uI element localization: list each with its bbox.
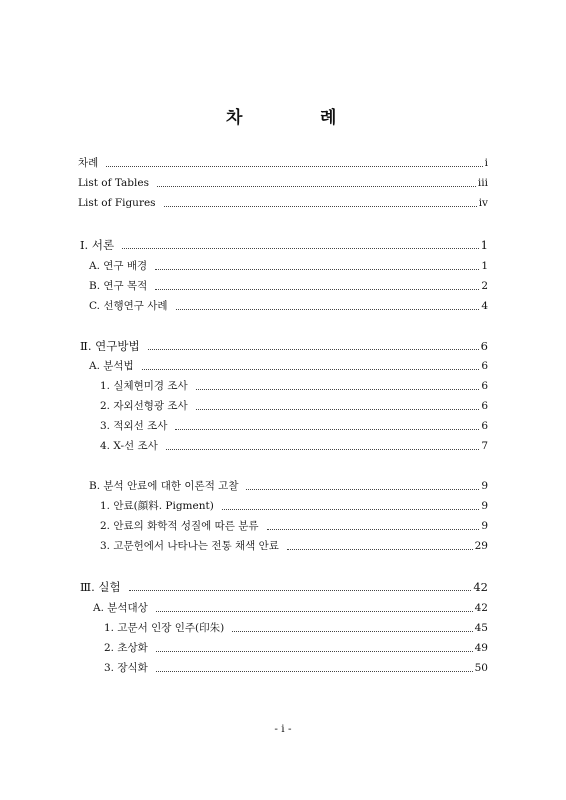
toc-entry-page: iv <box>478 197 488 209</box>
toc-section-entry[interactable] <box>89 259 488 273</box>
toc-entry-label: Ⅱ. 연구방법 <box>80 339 140 353</box>
toc-entry-page: 6 <box>481 420 488 432</box>
toc-entry-label: Ⅲ. 실험 <box>80 580 121 594</box>
toc-entry-page: 6 <box>480 339 488 353</box>
leader-dots <box>267 520 480 530</box>
toc-title-part1: 차 <box>226 108 243 128</box>
leader-dots <box>142 360 480 370</box>
toc-section-entry[interactable] <box>93 601 488 615</box>
leader-dots <box>232 622 472 632</box>
page-number: - i - <box>274 723 292 735</box>
toc-entry-label: 2. 초상화 <box>104 642 148 654</box>
leader-dots <box>156 642 473 652</box>
toc-entry-page: 2 <box>481 280 488 292</box>
leader-dots <box>164 197 477 207</box>
leader-dots <box>157 177 476 187</box>
toc-entry-label: 1. 실체현미경 조사 <box>100 380 188 392</box>
toc-entry-label: 2. 자외선형광 조사 <box>100 400 188 412</box>
toc-section-entry[interactable] <box>89 279 488 293</box>
toc-entry-label: A. 분석대상 <box>93 602 148 614</box>
toc-entry-page: 7 <box>481 440 488 452</box>
toc-title-part2: 례 <box>320 108 337 128</box>
toc-entry-page: 9 <box>481 480 488 492</box>
toc-chapter-entry[interactable] <box>80 238 488 252</box>
toc-entry-page: 6 <box>481 360 488 372</box>
toc-entry-page: 1 <box>480 238 488 252</box>
leader-dots <box>122 239 479 249</box>
toc-entry-label: 차례 <box>78 157 99 169</box>
toc-subsection-entry[interactable] <box>100 399 488 413</box>
toc-entry-page: 4 <box>481 300 488 312</box>
toc-entry-page: 50 <box>474 662 488 674</box>
leader-dots <box>166 440 480 450</box>
toc-entry-page: 1 <box>481 260 488 272</box>
toc-section-entry[interactable] <box>89 359 488 373</box>
toc-entry-label: Ⅰ. 서론 <box>80 238 115 252</box>
toc-subsection-entry[interactable] <box>100 439 488 453</box>
toc-chapter-entry[interactable] <box>80 580 488 594</box>
toc-entry-front[interactable] <box>78 196 488 210</box>
toc-chapter-entry[interactable] <box>80 339 488 353</box>
leader-dots <box>222 500 480 510</box>
leader-dots <box>246 480 479 490</box>
toc-entry-label: B. 연구 목적 <box>89 280 148 292</box>
toc-subsection-entry[interactable] <box>100 379 488 393</box>
toc-entry-label: List of Figures <box>78 197 156 209</box>
toc-entry-front[interactable] <box>78 156 488 170</box>
leader-dots <box>148 340 479 350</box>
leader-dots <box>129 581 472 591</box>
toc-subsection-entry[interactable] <box>100 539 488 553</box>
toc-entry-label: 3. 장식화 <box>104 662 148 674</box>
toc-entry-page: 49 <box>474 642 488 654</box>
toc-subsection-entry[interactable] <box>100 499 488 513</box>
toc-entry-page: iii <box>477 177 488 189</box>
toc-entry-label: B. 분석 안료에 대한 이론적 고찰 <box>89 480 239 492</box>
toc-entry-label: 4. X-선 조사 <box>100 440 158 452</box>
toc-entry-label: 1. 안료(顔料. Pigment) <box>100 500 214 512</box>
toc-entry-page: 6 <box>481 380 488 392</box>
leader-dots <box>175 420 479 430</box>
toc-subsection-entry[interactable] <box>104 621 488 635</box>
leader-dots <box>155 280 479 290</box>
toc-entry-label: List of Tables <box>78 177 149 189</box>
toc-subsection-entry[interactable] <box>100 519 488 533</box>
leader-dots <box>196 400 480 410</box>
leader-dots <box>176 300 480 310</box>
toc-entry-page: 9 <box>481 520 488 532</box>
toc-section-entry[interactable] <box>89 479 488 493</box>
toc-entry-label: A. 연구 배경 <box>89 260 148 272</box>
toc-entry-label: C. 선행연구 사례 <box>89 300 168 312</box>
leader-dots <box>106 157 482 167</box>
leader-dots <box>196 380 480 390</box>
toc-entry-page: 42 <box>474 602 488 614</box>
toc-entry-label: 1. 고문서 인장 인주(印朱) <box>104 622 225 634</box>
toc-section-entry[interactable] <box>89 299 488 313</box>
toc-entry-page: 29 <box>474 540 488 552</box>
toc-entry-page: 9 <box>481 500 488 512</box>
toc-entry-label: 3. 고문헌에서 나타나는 전통 채색 안료 <box>100 540 279 552</box>
toc-entry-page: 6 <box>481 400 488 412</box>
toc-entry-label: A. 분석법 <box>89 360 134 372</box>
leader-dots <box>155 260 479 270</box>
toc-entry-page: i <box>484 157 488 169</box>
toc-entry-label: 2. 안료의 화학적 성질에 따른 분류 <box>100 520 259 532</box>
toc-subsection-entry[interactable] <box>104 641 488 655</box>
leader-dots <box>156 662 473 672</box>
leader-dots <box>156 602 473 612</box>
toc-entry-page: 45 <box>474 622 488 634</box>
toc-entry-label: 3. 적외선 조사 <box>100 420 168 432</box>
toc-subsection-entry[interactable] <box>104 661 488 675</box>
leader-dots <box>287 540 473 550</box>
toc-subsection-entry[interactable] <box>100 419 488 433</box>
toc-entry-page: 42 <box>473 580 488 594</box>
toc-entry-front[interactable] <box>78 176 488 190</box>
